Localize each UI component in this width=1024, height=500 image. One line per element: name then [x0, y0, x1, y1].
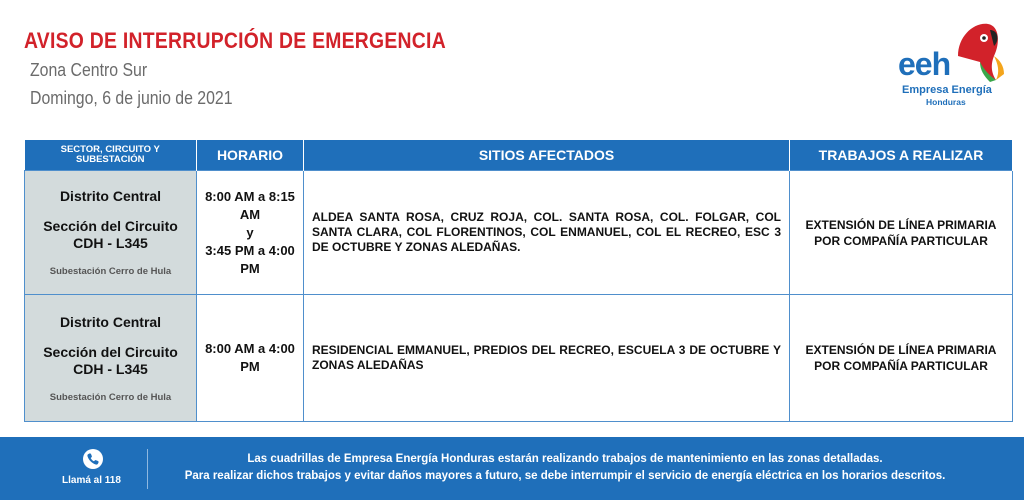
sitios-cell: RESIDENCIAL EMMANUEL, PREDIOS DEL RECREO, ESCUELA 3 DE OCTUBRE Y ZONAS ALEDAÑAS — [304, 295, 790, 422]
page-title: AVISO DE INTERRUPCIÓN DE EMERGENCIA — [24, 28, 446, 53]
zone-label: Zona Centro Sur — [30, 60, 148, 80]
time-range-b: 3:45 PM a 4:00 PM — [205, 242, 295, 276]
sector-cell — [25, 171, 197, 295]
horario-cell — [197, 171, 304, 295]
substation-label: Subestación Cerro de Hula — [49, 266, 172, 277]
footer-message — [155, 451, 975, 485]
logo-country: Honduras — [926, 97, 966, 107]
col-header-trabajos: TRABAJOS A REALIZAR — [790, 140, 1013, 171]
horario-cell — [197, 295, 304, 422]
col-header-horario: HORARIO — [197, 140, 304, 171]
phone-label: Llamá al 118 — [62, 475, 121, 486]
time-range-a: 8:00 AM a 8:15 AM — [205, 188, 295, 222]
district-label: Distrito Central — [59, 313, 162, 330]
logo-wordmark: eeh — [898, 46, 951, 82]
sitios-cell: ALDEA SANTA ROSA, CRUZ ROJA, COL. SANTA ROSA, COL. FOLGAR, COL SANTA CLARA, COL FLORENTINOS, COL ENMANUEL, COL EL RECREO, ESC 3 DE OCTUBRE Y ZONAS ALEDAÑAS. — [304, 171, 790, 295]
table-row — [25, 295, 1013, 422]
footer-line-2: Para realizar dichos trabajos y evitar daños mayores a futuro, se debe interrumpir el servicio de energía eléctrica en los horarios descritos. — [184, 470, 946, 482]
phone-icon[interactable] — [83, 449, 103, 469]
table-header-row — [25, 140, 1013, 171]
sector-cell — [25, 295, 197, 422]
col-header-sitios: SITIOS AFECTADOS — [304, 140, 790, 171]
district-label: Distrito Central — [59, 188, 162, 204]
eeh-logo — [896, 16, 1006, 112]
col-header-sector: SECTOR, CIRCUITO Y SUBESTACIÓN — [25, 140, 197, 171]
time-join: y — [246, 224, 254, 240]
time-range-a: 8:00 AM a 4:00 PM — [205, 341, 295, 374]
trabajos-cell: EXTENSIÓN DE LÍNEA PRIMARIA POR COMPAÑÍA PARTICULAR — [790, 295, 1013, 422]
outage-table — [24, 140, 1013, 422]
logo-company-name: Empresa Energía — [902, 84, 992, 96]
trabajos-cell: EXTENSIÓN DE LÍNEA PRIMARIA POR COMPAÑÍA PARTICULAR — [790, 171, 1013, 295]
substation-label: Subestación Cerro de Hula — [49, 391, 172, 403]
header — [0, 0, 1024, 130]
table-row — [25, 171, 1013, 295]
footer-line-1: Las cuadrillas de Empresa Energía Honduras estarán realizando trabajos de mantenimiento en las zonas detalladas. — [247, 453, 883, 465]
footer-divider — [147, 449, 148, 489]
section-label: Sección del Circuito CDH - L345 — [43, 218, 178, 251]
date-label: Domingo, 6 de junio de 2021 — [30, 88, 233, 108]
footer-banner — [0, 437, 1024, 500]
section-label: Sección del Circuito CDH - L345 — [43, 343, 178, 377]
